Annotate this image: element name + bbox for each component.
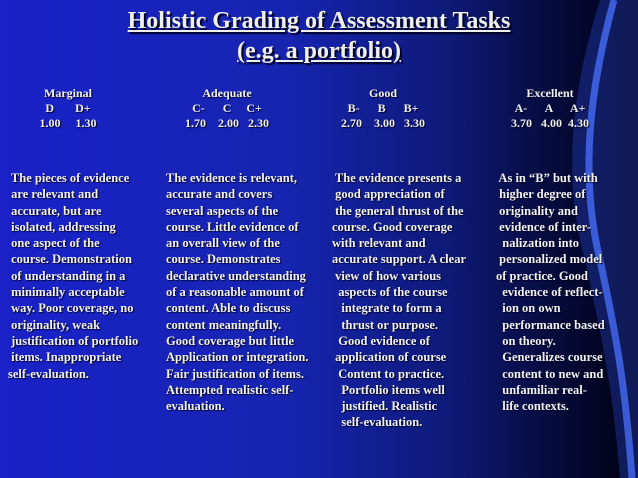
description-line: content meaningfully. (166, 317, 282, 332)
description-line: course. Demonstration (8, 252, 132, 267)
description-line: with relevant and (332, 236, 426, 251)
title-line-2: (e.g. a portfolio) (237, 38, 401, 64)
description-marginal (8, 170, 164, 382)
grade-name: Adequate (202, 86, 252, 100)
description-line: thrust or purpose. (332, 317, 439, 332)
grade-points: 2.70 3.00 3.30 (341, 116, 425, 130)
description-line: ion on own (496, 301, 561, 316)
description-line: Application or integration. (166, 350, 309, 365)
description-line: performance based (496, 317, 605, 332)
description-line: accurate support. A clear (332, 252, 467, 267)
description-line: Content to practice. (332, 366, 445, 381)
grade-letters: D D+ (45, 101, 91, 115)
grade-points: 3.70 4.00 4.30 (511, 116, 589, 130)
description-line: on theory. (496, 333, 556, 348)
description-line: of a reasonable amount of (166, 285, 304, 300)
description-line: integrate to form a (332, 301, 442, 316)
description-line: course. Little evidence of (166, 219, 299, 234)
description-line: are relevant and (8, 187, 99, 202)
description-line: The pieces of evidence (8, 171, 130, 185)
description-line: content to new and (496, 366, 604, 381)
grade-points: 1.00 1.30 (39, 116, 97, 130)
description-line: Generalizes course (496, 350, 603, 365)
description-line: of practice. Good (496, 268, 588, 283)
grade-letters: A- A A+ (514, 101, 586, 115)
grade-column-adequate (162, 86, 292, 131)
description-line: unfamiliar real- (496, 382, 587, 397)
description-line: Good evidence of (332, 333, 430, 348)
description-line: As in “B” but with (496, 171, 598, 185)
grade-name: Good (368, 86, 397, 100)
description-line: Good coverage but little (166, 333, 295, 348)
description-line: an overall view of the (166, 236, 280, 251)
description-line: originality, weak (8, 317, 101, 332)
grade-column-excellent (486, 86, 614, 131)
description-line: good appreciation of (332, 187, 445, 202)
description-line: personalized model (496, 252, 603, 267)
grade-column-marginal (8, 86, 128, 131)
description-line: isolated, addressing (8, 219, 116, 234)
description-line: Fair justification of items. (166, 366, 304, 381)
description-line: content. Able to discuss (166, 301, 291, 316)
description-line: evaluation. (166, 399, 225, 414)
description-adequate (166, 170, 336, 414)
description-line: several aspects of the (166, 203, 279, 218)
description-excellent (496, 170, 636, 414)
description-line: self-evaluation. (332, 415, 423, 430)
description-line: items. Inappropriate (8, 350, 122, 365)
description-line: minimally acceptable (8, 285, 125, 300)
description-line: course. Good coverage (332, 219, 453, 234)
description-line: The evidence presents a (332, 171, 462, 185)
description-line: evidence of inter- (496, 219, 591, 234)
description-good (332, 170, 504, 431)
description-line: way. Poor coverage, no (8, 301, 134, 316)
grade-name: Marginal (44, 86, 92, 100)
description-line: aspects of the course (332, 285, 448, 300)
grade-letters: B- B B+ (347, 101, 419, 115)
grade-column-good (318, 86, 448, 131)
description-line: self-evaluation. (8, 366, 89, 381)
grade-points: 1.70 2.00 2.30 (185, 116, 269, 130)
grade-name: Excellent (526, 86, 574, 100)
grade-letters: C- C C+ (192, 101, 262, 115)
description-line: The evidence is relevant, (166, 171, 297, 185)
description-line: accurate and covers (166, 187, 273, 202)
description-line: view of how various (332, 268, 442, 283)
description-line: Portfolio items well (332, 382, 445, 397)
description-line: of understanding in a (8, 268, 126, 283)
description-line: the general thrust of the (332, 203, 464, 218)
description-line: Attempted realistic self- (166, 382, 294, 397)
description-line: accurate, but are (8, 203, 102, 218)
description-line: higher degree of (496, 187, 586, 202)
page-title (0, 6, 638, 66)
description-line: one aspect of the (8, 236, 100, 251)
title-line-1: Holistic Grading of Assessment Tasks (127, 8, 511, 34)
description-line: course. Demonstrates (166, 252, 281, 267)
description-line: originality and (496, 203, 578, 218)
description-line: justification of portfolio (8, 333, 139, 348)
description-line: nalization into (496, 236, 579, 251)
description-line: justified. Realistic (332, 399, 438, 414)
description-line: application of course (332, 350, 447, 365)
description-line: declarative understanding (166, 268, 306, 283)
description-line: evidence of reflect- (496, 285, 603, 300)
description-line: life contexts. (496, 399, 569, 414)
